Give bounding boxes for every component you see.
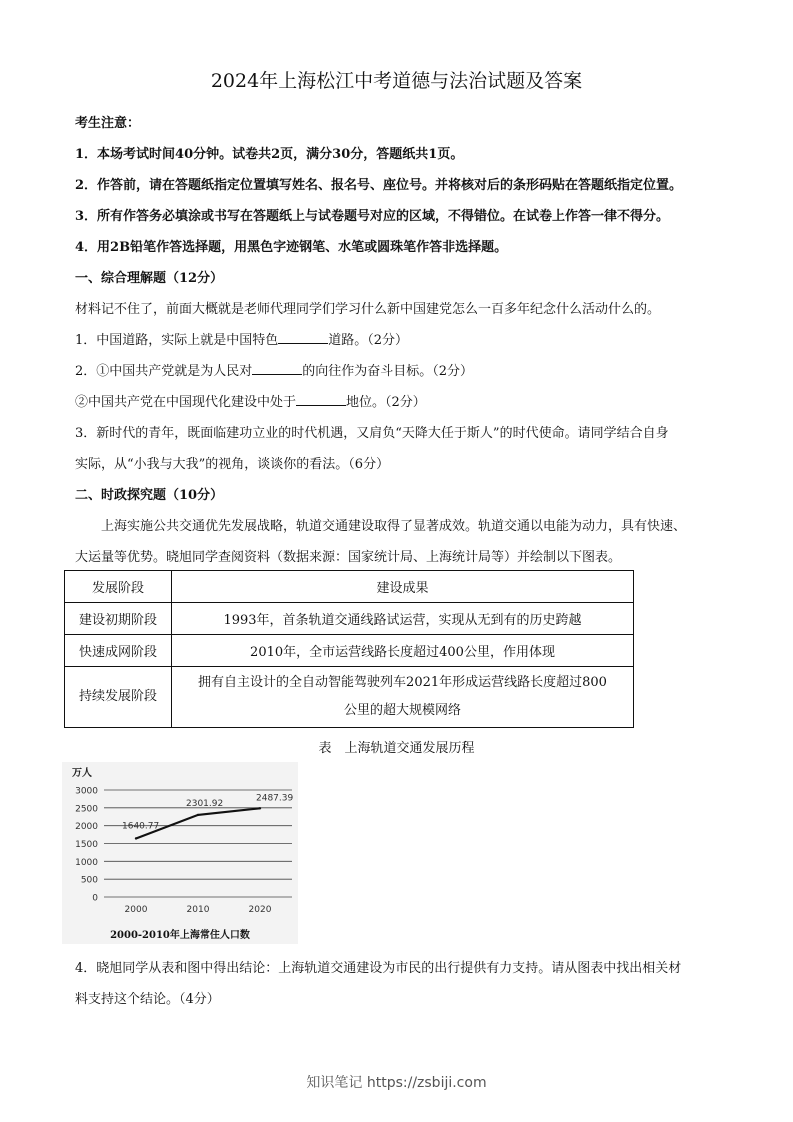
notice-item-3: 3．所有作答务必填涂或书写在答题纸上与试卷题号对应的区域，不得错位。在试卷上作答一律不得分。 xyxy=(75,209,670,224)
question-2a xyxy=(75,360,473,379)
question-3-line2: 实际，从“小我与大我”的视角，谈谈你的看法。（6分） xyxy=(75,457,390,472)
table-cell-stage: 建设初期阶段 xyxy=(65,603,172,635)
chart-title: 2000-2010年上海常住人口数 xyxy=(110,930,250,941)
table-cell-result-line2: 公里的超大规模网络 xyxy=(343,703,461,718)
table-cell-result xyxy=(172,667,634,728)
chart-data-label: 2487.39 xyxy=(256,793,294,804)
table-header-stage: 发展阶段 xyxy=(65,571,172,603)
question-1-after: 道路。（2分） xyxy=(328,333,409,348)
question-1 xyxy=(75,329,408,348)
chart-data-point xyxy=(259,807,261,809)
chart-ytick-label: 2500 xyxy=(75,804,98,815)
question-4-line2: 料支持这个结论。（4分） xyxy=(75,992,220,1007)
answer-blank xyxy=(252,362,302,375)
table-cell-result: 1993年，首条轨道交通线路试运营，实现从无到有的历史跨越 xyxy=(172,603,634,635)
notice-item-4: 4．用2B铅笔作答选择题，用黑色字迹钢笔、水笔或圆珠笔作答非选择题。 xyxy=(75,240,508,255)
chart-xtick-label: 2000 xyxy=(124,905,148,915)
table-row xyxy=(65,603,634,635)
chart-ytick-label: 1500 xyxy=(75,840,98,850)
table-row xyxy=(65,635,634,667)
table-header-result: 建设成果 xyxy=(172,571,634,603)
question-2a-before: 2．①中国共产党就是为人民对 xyxy=(75,364,253,379)
chart-data-label: 1640.77 xyxy=(122,821,160,832)
table-caption: 表 上海轨道交通发展历程 xyxy=(318,741,475,756)
chart-ytick-label: 2000 xyxy=(75,822,98,833)
section2-heading: 二、时政探究题（10分） xyxy=(75,488,224,503)
chart-data-point xyxy=(135,837,137,839)
question-3-line1: 3．新时代的青年，既面临建功立业的时代机遇，又肩负“天降大任于斯人”的时代使命。请同学结合自身 xyxy=(75,426,669,441)
section1-heading: 一、综合理解题（12分） xyxy=(75,271,224,286)
chart-ylabel: 万人 xyxy=(72,768,92,779)
chart-xtick-label: 2020 xyxy=(248,905,272,915)
notice-heading: 考生注意： xyxy=(75,116,141,131)
chart-ytick-label: 1000 xyxy=(75,857,98,868)
page-title: 2024年上海松江中考道德与法治试题及答案 xyxy=(210,70,583,92)
chart-ytick-label: 3000 xyxy=(75,786,98,797)
section2-paragraph-line2: 大运量等优势。晓旭同学查阅资料（数据来源：国家统计局、上海统计局等）并绘制以下图表。 xyxy=(75,550,622,565)
answer-blank xyxy=(296,393,346,406)
section2-paragraph-line1: 上海实施公共交通优先发展战略，轨道交通建设取得了显著成效。轨道交通以电能为动力，具有快速、 xyxy=(101,519,687,534)
development-table xyxy=(64,570,634,728)
chart-ytick-label: 500 xyxy=(80,875,98,886)
question-4-line1: 4．晓旭同学从表和图中得出结论：上海轨道交通建设为市民的出行提供有力支持。请从图表中找出相关材 xyxy=(75,961,682,976)
question-2b-after: 地位。（2分） xyxy=(346,395,426,410)
chart-data-label: 2301.92 xyxy=(186,798,224,809)
question-2b-before: ②中国共产党在中国现代化建设中处于 xyxy=(75,395,297,410)
table-cell-result-line1: 拥有自主设计的全自动智能驾驶列车2021年形成运营线路长度超过800 xyxy=(198,675,607,690)
question-2a-after: 的向往作为奋斗目标。（2分） xyxy=(302,364,474,379)
notice-item-2: 2．作答前，请在答题纸指定位置填写姓名、报名号、座位号。并将核对后的条形码贴在答题纸指定位置。 xyxy=(75,178,683,193)
chart-ytick-label: 0 xyxy=(92,893,98,904)
question-1-before: 1．中国道路，实际上就是中国特色 xyxy=(75,333,279,348)
notice-item-1: 1．本场考试时间40分钟。试卷共2页，满分30分，答题纸共1页。 xyxy=(75,147,464,162)
table-row xyxy=(65,667,634,728)
section1-intro: 材料记不住了，前面大概就是老师代理同学们学习什么新中国建党怎么一百多年纪念什么活动什么的。 xyxy=(75,302,661,317)
population-line-chart xyxy=(62,762,298,944)
table-cell-stage: 快速成网阶段 xyxy=(65,635,172,667)
chart-data-point xyxy=(197,814,199,816)
table-cell-stage: 持续发展阶段 xyxy=(65,667,172,728)
question-2b xyxy=(75,391,426,410)
chart-xtick-label: 2010 xyxy=(186,905,210,915)
footer-watermark: 知识笔记 https://zsbiji.com xyxy=(306,1075,487,1091)
answer-blank xyxy=(278,331,328,344)
table-cell-result: 2010年，全市运营线路长度超过400公里，作用体现 xyxy=(172,635,634,667)
